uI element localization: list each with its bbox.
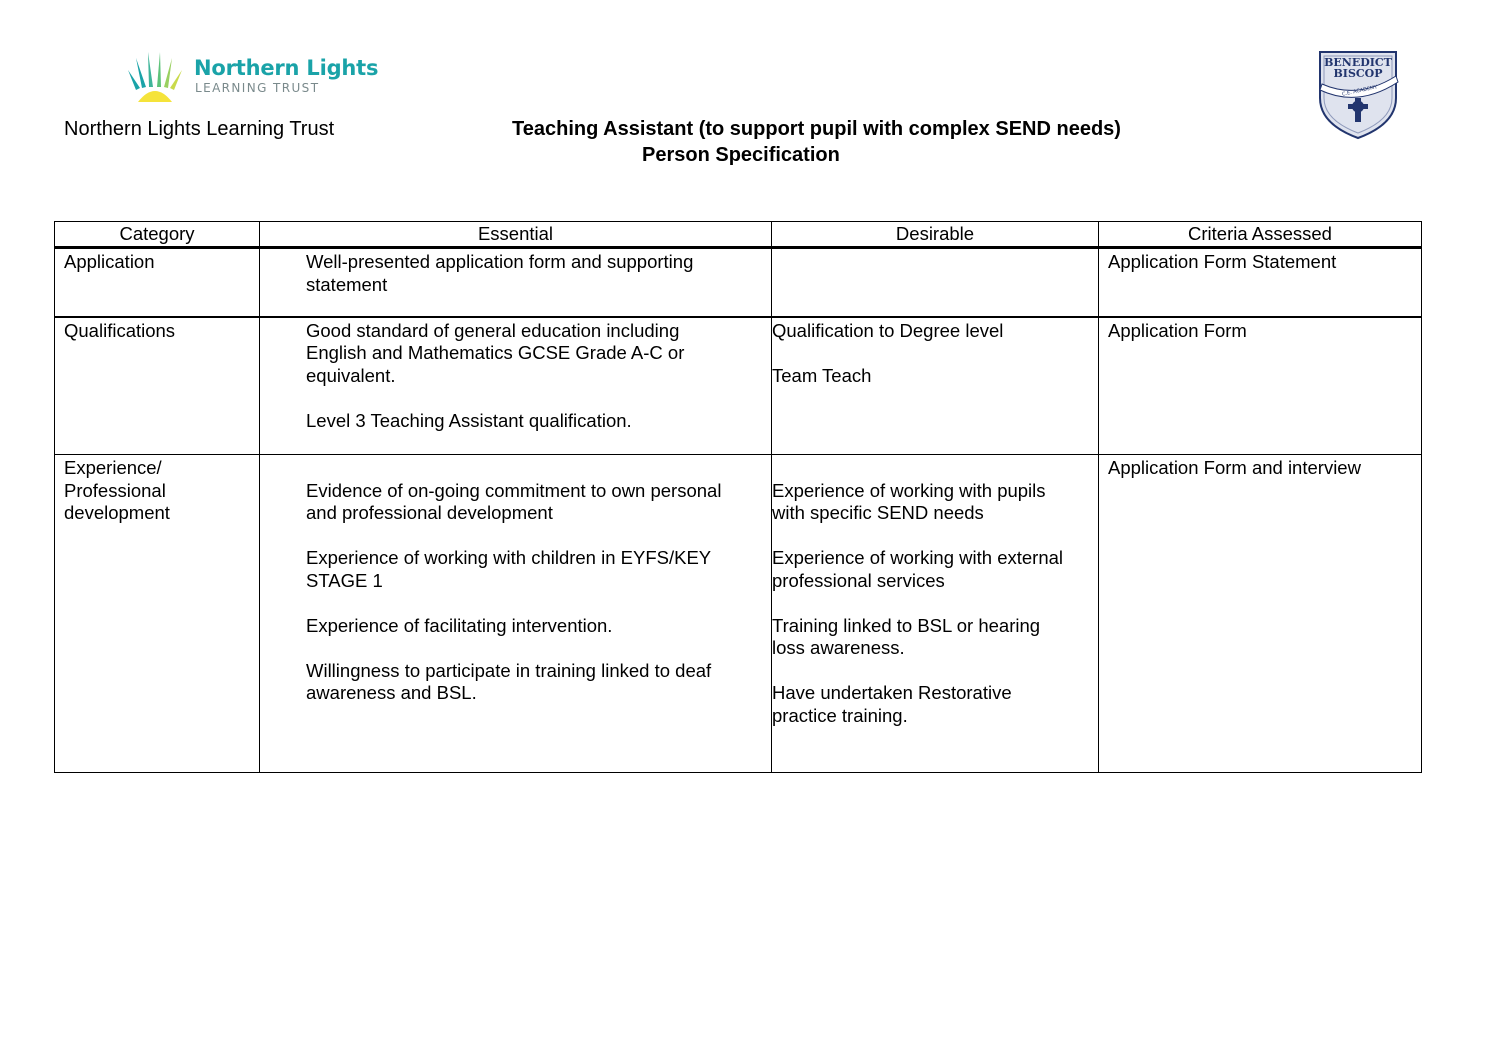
criteria-text: Application Form bbox=[1108, 319, 1247, 341]
essential-text: Experience of working with children in EYFS/KEY bbox=[306, 547, 712, 568]
logo-brand-text: Northern Lights bbox=[194, 56, 379, 80]
desirable-cell bbox=[772, 317, 1099, 455]
benedict-biscop-crest bbox=[1312, 46, 1404, 142]
essential-text: Well-presented application form and supporting bbox=[306, 251, 694, 272]
essential-cell bbox=[260, 317, 772, 455]
person-specification-table bbox=[54, 221, 1422, 773]
essential-text: Experience of facilitating intervention. bbox=[306, 614, 613, 636]
essential-text: equivalent. bbox=[306, 364, 396, 386]
sunrise-icon bbox=[124, 50, 188, 108]
category-cell bbox=[55, 248, 260, 317]
desirable-text: with specific SEND needs bbox=[772, 502, 984, 523]
criteria-text: Application Form Statement bbox=[1108, 251, 1337, 272]
essential-text: STAGE 1 bbox=[306, 569, 383, 591]
desirable-text: Team Teach bbox=[772, 364, 872, 386]
criteria-cell bbox=[1099, 317, 1422, 455]
criteria-cell bbox=[1099, 455, 1422, 773]
category-text: Professional bbox=[64, 479, 166, 501]
column-header-desirable: Desirable bbox=[772, 222, 1099, 248]
category-text: Qualifications bbox=[64, 319, 176, 341]
category-text: development bbox=[64, 502, 170, 523]
table-header-row bbox=[55, 222, 1422, 248]
essential-text: awareness and BSL. bbox=[306, 682, 477, 703]
criteria-cell bbox=[1099, 248, 1422, 317]
organisation-name: Northern Lights Learning Trust bbox=[64, 118, 335, 140]
table-row-application bbox=[55, 248, 1422, 317]
essential-text: statement bbox=[306, 273, 388, 295]
desirable-text: Experience of working with external bbox=[772, 547, 1064, 568]
table-row-qualifications bbox=[55, 317, 1422, 455]
essential-text: Evidence of on-going commitment to own personal bbox=[306, 479, 722, 501]
column-header-criteria: Criteria Assessed bbox=[1099, 222, 1422, 248]
crest-line1: BENEDICT bbox=[1324, 56, 1392, 69]
category-cell bbox=[55, 455, 260, 773]
desirable-text: professional services bbox=[772, 569, 945, 591]
northern-lights-logo bbox=[124, 50, 384, 110]
table-row-experience bbox=[55, 455, 1422, 773]
crest-line2: BISCOP bbox=[1333, 67, 1383, 80]
crest-ribbon: C.E. ACADEMY bbox=[1341, 84, 1379, 98]
document-title: Teaching Assistant (to support pupil with complex SEND needs) bbox=[512, 118, 1121, 140]
desirable-cell bbox=[772, 455, 1099, 773]
category-text: Experience/ bbox=[64, 457, 162, 478]
column-header-essential: Essential bbox=[260, 222, 772, 248]
desirable-text: Experience of working with pupils bbox=[772, 479, 1046, 501]
desirable-text: Qualification to Degree level bbox=[772, 319, 1004, 341]
category-text: Application bbox=[64, 251, 155, 272]
criteria-text: Application Form and interview bbox=[1108, 457, 1361, 478]
document-subtitle: Person Specification bbox=[642, 144, 840, 166]
essential-text: Good standard of general education including bbox=[306, 319, 680, 341]
essential-text: English and Mathematics GCSE Grade A-C or bbox=[306, 342, 685, 363]
desirable-text: loss awareness. bbox=[772, 637, 905, 658]
desirable-text: practice training. bbox=[772, 704, 908, 726]
essential-cell bbox=[260, 248, 772, 317]
essential-text: Willingness to participate in training linked to deaf bbox=[306, 659, 712, 681]
essential-text: Level 3 Teaching Assistant qualification. bbox=[306, 409, 632, 431]
desirable-text: Training linked to BSL or hearing bbox=[772, 614, 1041, 636]
desirable-text: Have undertaken Restorative bbox=[772, 682, 1012, 703]
logo-tagline-text: LEARNING TRUST bbox=[195, 81, 320, 95]
essential-text: and professional development bbox=[306, 502, 553, 523]
desirable-cell bbox=[772, 248, 1099, 317]
category-cell bbox=[55, 317, 260, 455]
essential-cell bbox=[260, 455, 772, 773]
column-header-category: Category bbox=[55, 222, 260, 248]
